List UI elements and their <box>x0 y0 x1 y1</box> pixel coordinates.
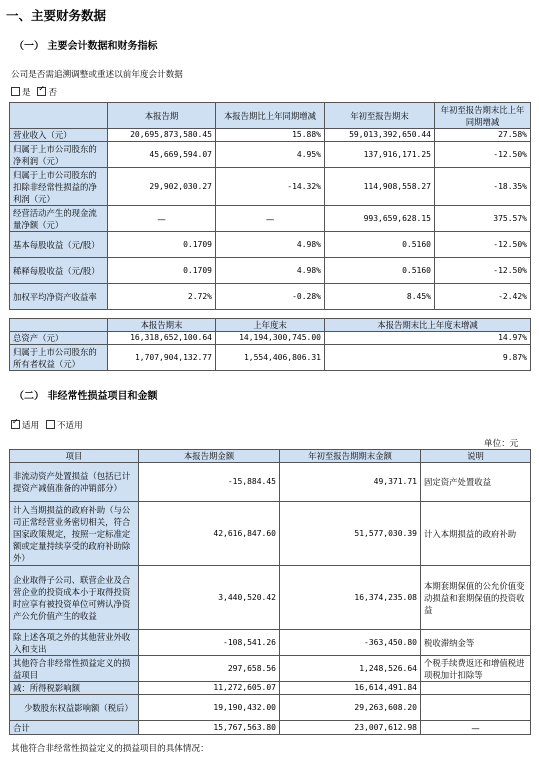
row-label: 经营活动产生的现金流量净额（元） <box>10 206 108 232</box>
table-header-row <box>10 319 531 332</box>
row-label: 企业取得子公司、联营企业及合营企业的投资成本小于取得投资时应享有被投资单位可辨认净资产公允价值产生的收益 <box>10 566 139 630</box>
table-row <box>10 656 531 682</box>
header-cell: 本报告期末比上年度末增减 <box>325 319 531 332</box>
header-cell: 说明 <box>421 450 531 463</box>
cell-note: 计入本期损益的政府补助 <box>421 502 531 566</box>
header-cell: 年初至报告期末比上年同期增减 <box>435 103 531 129</box>
cell-value: -12.50% <box>435 142 531 168</box>
header-cell: 本报告期 <box>108 103 216 129</box>
checkbox-applicable-label: 适用 <box>22 421 40 431</box>
cell-value: 51,577,030.39 <box>280 502 421 566</box>
balance-table <box>9 318 531 371</box>
section-title: 一、主要财务数据 <box>6 8 107 23</box>
cell-value: 16,614,491.84 <box>280 682 421 695</box>
cell-note <box>421 695 531 721</box>
cell-value: 23,007,612.98 <box>280 721 421 735</box>
cell-value: 15.88% <box>216 129 325 142</box>
cell-value: 4.98% <box>216 232 325 258</box>
cell-value: 49,371.71 <box>280 463 421 502</box>
table-row <box>10 630 531 656</box>
row-label: 除上述各项之外的其他营业外收入和支出 <box>10 630 139 656</box>
checkbox-not-applicable-label: 不适用 <box>56 421 83 431</box>
subsection-title-2: （二） 非经常性损益项目和金额 <box>14 391 158 402</box>
header-cell: 本报告期比上年同期增减 <box>216 103 325 129</box>
cell-value: 16,374,235.08 <box>280 566 421 630</box>
table-header-row <box>10 450 531 463</box>
table-row <box>10 206 531 232</box>
footer-text: 其他符合非经常性损益定义的损益项目的具体情况： <box>11 744 209 754</box>
cell-value: 27.58% <box>435 129 531 142</box>
cell-value: -0.28% <box>216 284 325 310</box>
cell-value: 14,194,300,745.00 <box>216 332 325 345</box>
row-label: 加权平均净资产收益率 <box>10 284 108 310</box>
cell-value: 8.45% <box>325 284 435 310</box>
row-label: 总资产（元） <box>10 332 108 345</box>
cell-note <box>421 682 531 695</box>
row-label: 营业收入（元） <box>10 129 108 142</box>
table-header-row <box>10 103 531 129</box>
table-row <box>10 129 531 142</box>
cell-value: -14.32% <box>216 168 325 206</box>
cell-value: 29,263,608.20 <box>280 695 421 721</box>
cell-value: 1,707,904,132.77 <box>108 345 216 371</box>
cell-value: — <box>108 206 216 232</box>
row-label: 稀释每股收益（元/股） <box>10 258 108 284</box>
cell-note: 本期套期保值的公允价值变动损益和套期保值的投资收益 <box>421 566 531 630</box>
non-recurring-items-table <box>9 449 531 735</box>
cell-value: 11,272,605.07 <box>139 682 280 695</box>
cell-value: 297,658.56 <box>139 656 280 682</box>
cell-value: 0.1709 <box>108 232 216 258</box>
table-row <box>10 168 531 206</box>
cell-value: 2.72% <box>108 284 216 310</box>
financial-indicators-table <box>9 102 531 310</box>
row-label: 非流动资产处置损益（包括已计提资产减值准备的冲销部分） <box>10 463 139 502</box>
cell-value: 0.1709 <box>108 258 216 284</box>
table-row <box>10 695 531 721</box>
header-cell: 年初至报告期期末金额 <box>280 450 421 463</box>
cell-value: -12.50% <box>435 258 531 284</box>
cell-value: 15,767,563.80 <box>139 721 280 735</box>
cell-value: 4.98% <box>216 258 325 284</box>
cell-value: 42,616,847.60 <box>139 502 280 566</box>
cell-value: -363,450.80 <box>280 630 421 656</box>
row-label: 合计 <box>10 721 139 735</box>
table-row <box>10 345 531 371</box>
cell-value: 45,669,594.07 <box>108 142 216 168</box>
row-label: 计入当期损益的政府补助（与公司正常经营业务密切相关，符合国家政策规定，按照一定标准定额或定量持续享受的政府补助除外） <box>10 502 139 566</box>
cell-value: 16,318,652,100.64 <box>108 332 216 345</box>
checkbox-no[interactable] <box>37 87 46 96</box>
cell-value: 375.57% <box>435 206 531 232</box>
table-row <box>10 332 531 345</box>
cell-value: 29,902,030.27 <box>108 168 216 206</box>
cell-value: 14.97% <box>325 332 531 345</box>
subsection-title-1: （一） 主要会计数据和财务指标 <box>14 41 158 52</box>
cell-value: -12.50% <box>435 232 531 258</box>
header-cell: 上年度末 <box>216 319 325 332</box>
cell-value: 3,440,520.42 <box>139 566 280 630</box>
table-row <box>10 566 531 630</box>
unit-label: 单位：元 <box>484 439 519 449</box>
cell-value: 0.5160 <box>325 258 435 284</box>
table-row <box>10 142 531 168</box>
cell-value: 137,916,171.25 <box>325 142 435 168</box>
cell-value: — <box>216 206 325 232</box>
header-cell: 本报告期金额 <box>139 450 280 463</box>
cell-value: 1,554,406,806.31 <box>216 345 325 371</box>
table-row <box>10 502 531 566</box>
cell-note: 个税手续费返还和增值税进项税加计扣除等 <box>421 656 531 682</box>
table-row <box>10 721 531 735</box>
table-row <box>10 258 531 284</box>
checkbox-no-label: 否 <box>48 88 57 98</box>
header-cell <box>10 103 108 129</box>
cell-value: 19,190,432.00 <box>139 695 280 721</box>
header-cell: 年初至报告期末 <box>325 103 435 129</box>
header-cell <box>10 319 108 332</box>
row-label: 基本每股收益（元/股） <box>10 232 108 258</box>
cell-note: — <box>421 721 531 735</box>
cell-value: 9.87% <box>325 345 531 371</box>
cell-value: 993,659,628.15 <box>325 206 435 232</box>
header-cell: 项目 <box>10 450 139 463</box>
restatement-question: 公司是否需追溯调整或重述以前年度会计数据 <box>11 70 183 80</box>
table-row <box>10 232 531 258</box>
cell-value: 59,013,392,650.44 <box>325 129 435 142</box>
cell-value: 4.95% <box>216 142 325 168</box>
row-label: 归属于上市公司股东的净利润（元） <box>10 142 108 168</box>
table-row <box>10 463 531 502</box>
cell-value: 0.5160 <box>325 232 435 258</box>
cell-note: 税收滞纳金等 <box>421 630 531 656</box>
cell-value: 1,248,526.64 <box>280 656 421 682</box>
cell-note: 固定资产处置收益 <box>421 463 531 502</box>
table-row <box>10 682 531 695</box>
restatement-checkboxes <box>11 86 57 98</box>
row-label: 其他符合非经常性损益定义的损益项目 <box>10 656 139 682</box>
row-label: 归属于上市公司股东的扣除非经常性损益的净利润（元） <box>10 168 108 206</box>
checkbox-applicable[interactable] <box>11 420 20 429</box>
row-label: 少数股东权益影响额（税后） <box>10 695 139 721</box>
table-row <box>10 284 531 310</box>
cell-value: -18.35% <box>435 168 531 206</box>
checkbox-yes[interactable] <box>11 87 20 96</box>
row-label: 归属于上市公司股东的所有者权益（元） <box>10 345 108 371</box>
applicability-checkboxes <box>11 419 83 431</box>
cell-value: -15,884.45 <box>139 463 280 502</box>
checkbox-not-applicable[interactable] <box>46 420 55 429</box>
header-cell: 本报告期末 <box>108 319 216 332</box>
row-label: 减：所得税影响额 <box>10 682 139 695</box>
cell-value: -2.42% <box>435 284 531 310</box>
checkbox-yes-label: 是 <box>22 88 31 98</box>
cell-value: 20,695,873,580.45 <box>108 129 216 142</box>
cell-value: 114,908,558.27 <box>325 168 435 206</box>
cell-value: -108,541.26 <box>139 630 280 656</box>
